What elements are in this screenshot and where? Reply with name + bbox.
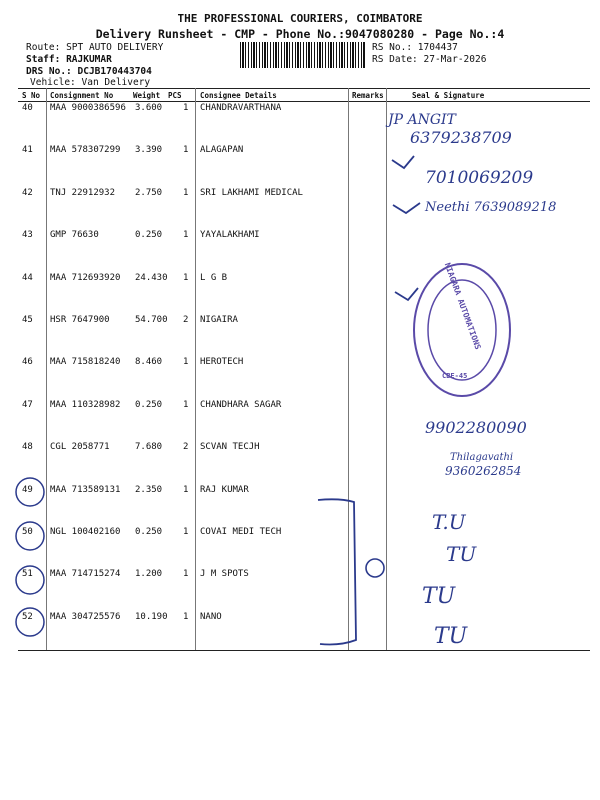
tick-mark xyxy=(395,288,418,300)
tick-mark xyxy=(392,156,414,168)
signature-52: TU xyxy=(434,624,468,649)
vehicle-label: Vehicle: xyxy=(30,77,76,88)
sno-cell: 43 xyxy=(22,230,33,241)
company-title: THE PROFESSIONAL COURIERS, COIMBATORE xyxy=(177,12,423,25)
signature-40-phone: 6379238709 xyxy=(410,128,512,147)
signature-42: Neethi 7639089218 xyxy=(425,200,557,215)
consignment-cell: MAA 578307299 xyxy=(50,145,121,156)
pcs-cell: 1 xyxy=(183,399,189,410)
consignment-cell: TNJ 22912932 xyxy=(50,187,116,198)
signature-48-phone: 9360262854 xyxy=(445,464,522,478)
signature-41-phone: 7010069209 xyxy=(425,168,534,188)
weight-cell: 1.200 xyxy=(135,569,163,580)
consignment-cell: GMP 76630 xyxy=(50,230,99,241)
signature-47-phone: 9902280090 xyxy=(425,418,527,437)
sno-cell: 49 xyxy=(22,484,33,495)
consignee-cell: L G B xyxy=(200,272,228,283)
weight-cell: 2.750 xyxy=(135,187,163,198)
weight-cell: 10.190 xyxy=(135,611,168,622)
signature-51: TU xyxy=(422,584,456,609)
drs-value: DCJB170443704 xyxy=(77,66,152,77)
consignment-cell: MAA 110328982 xyxy=(50,399,121,410)
vehicle-value: Van Delivery xyxy=(81,77,151,88)
consignee-cell: YAYALAKHAMI xyxy=(200,230,260,241)
signature-40-name: JP ANGIT xyxy=(388,112,456,128)
sno-circle xyxy=(16,522,44,550)
signature-49: T.U xyxy=(432,510,466,534)
rs-no-label: RS No.: xyxy=(372,42,413,53)
weight-cell: 24.430 xyxy=(135,272,168,283)
consignee-cell: J M SPOTS xyxy=(200,569,249,580)
bracket-mark xyxy=(318,499,356,644)
consignment-cell: HSR 7647900 xyxy=(50,315,110,325)
staff-label: Staff: xyxy=(26,54,61,65)
consignment-cell: MAA 715818240 xyxy=(50,357,121,368)
runsheet-title: Delivery Runsheet - CMP - Phone No.:9047080280 - Page No.:4 xyxy=(95,27,505,41)
weight-cell: 0.250 xyxy=(135,230,163,241)
weight-cell: 54.700 xyxy=(135,315,168,325)
tick-mark xyxy=(393,203,420,213)
route-label: Route: xyxy=(26,42,61,53)
sno-cell: 45 xyxy=(22,315,33,325)
pcs-cell: 1 xyxy=(183,103,189,113)
consignment-cell: NGL 100402160 xyxy=(50,527,121,537)
sno-cell: 48 xyxy=(22,442,33,453)
consignee-cell: ALAGAPAN xyxy=(200,145,244,156)
col-remarks: Remarks xyxy=(352,91,384,100)
signature-50: TU xyxy=(446,542,477,566)
pcs-cell: 2 xyxy=(183,442,189,453)
sno-cell: 47 xyxy=(22,399,33,410)
consignee-cell: SCVAN TECJH xyxy=(200,442,260,453)
pcs-cell: 1 xyxy=(183,272,189,283)
consignee-cell: CHANDRAVARTHANA xyxy=(200,103,282,113)
weight-cell: 3.600 xyxy=(135,103,163,113)
consignee-cell: RAJ KUMAR xyxy=(200,484,249,495)
consignment-cell: MAA 713589131 xyxy=(50,484,121,495)
consignment-cell: MAA 714715274 xyxy=(50,569,121,580)
consignment-cell: MAA 712693920 xyxy=(50,272,121,283)
col-consignee: Consignee Details xyxy=(200,91,277,100)
weight-cell: 3.390 xyxy=(135,145,163,156)
weight-cell: 0.250 xyxy=(135,399,163,410)
pcs-cell: 1 xyxy=(183,230,189,241)
col-weight: Weight xyxy=(133,91,161,100)
sno-cell: 42 xyxy=(22,187,33,198)
consignee-cell: NANO xyxy=(200,611,222,622)
staff-value: RAJKUMAR xyxy=(66,54,112,65)
pcs-cell: 1 xyxy=(183,145,189,156)
sno-circle xyxy=(16,608,44,636)
sno-cell: 41 xyxy=(22,145,33,156)
pcs-cell: 1 xyxy=(183,357,189,368)
col-pcs: PCS xyxy=(168,91,182,100)
stamp-text: NIAGARA AUTOMATIONS xyxy=(442,261,483,351)
pcs-cell: 1 xyxy=(183,569,189,580)
sno-cell: 40 xyxy=(22,103,33,113)
drs-label: DRS No.: xyxy=(26,66,72,77)
rs-date-label: RS Date: xyxy=(372,54,418,65)
sno-cell: 51 xyxy=(22,569,33,580)
sno-cell: 44 xyxy=(22,272,33,283)
consignee-cell: SRI LAKHAMI MEDICAL xyxy=(200,187,303,198)
pcs-cell: 1 xyxy=(183,187,189,198)
table-bottom-rule xyxy=(18,650,590,651)
weight-cell: 0.250 xyxy=(135,527,163,537)
weight-cell: 7.680 xyxy=(135,442,163,453)
circle-mark xyxy=(366,559,384,577)
consignment-cell: MAA 9000386596 xyxy=(50,103,126,113)
sno-circle xyxy=(16,566,44,594)
consignment-cell: MAA 304725576 xyxy=(50,611,121,622)
consignment-cell: CGL 2058771 xyxy=(50,442,110,453)
consignee-cell: CHANDHARA SAGAR xyxy=(200,399,282,410)
col-sno: S No xyxy=(22,91,41,100)
col-seal: Seal & Signature xyxy=(412,91,485,100)
signature-48-name: Thilagavathi xyxy=(450,452,514,463)
pcs-cell: 1 xyxy=(183,527,189,537)
consignee-cell: HEROTECH xyxy=(200,357,244,368)
sno-circle xyxy=(16,478,44,506)
sno-cell: 52 xyxy=(22,611,33,622)
pcs-cell: 1 xyxy=(183,611,189,622)
stamp-city: CBE-45 xyxy=(442,372,468,380)
pcs-cell: 2 xyxy=(183,315,189,325)
consignee-cell: NIGAIRA xyxy=(200,315,238,325)
sno-cell: 46 xyxy=(22,357,33,368)
weight-cell: 8.460 xyxy=(135,357,163,368)
pcs-cell: 1 xyxy=(183,484,189,495)
col-consignment: Consignment No xyxy=(50,91,114,100)
route-value: SPT AUTO DELIVERY xyxy=(66,42,164,53)
weight-cell: 2.350 xyxy=(135,484,163,495)
rs-no-value: 1704437 xyxy=(417,42,458,53)
rs-date-value: 27-Mar-2026 xyxy=(423,54,487,65)
consignee-cell: COVAI MEDI TECH xyxy=(200,527,282,537)
sno-cell: 50 xyxy=(22,527,33,537)
